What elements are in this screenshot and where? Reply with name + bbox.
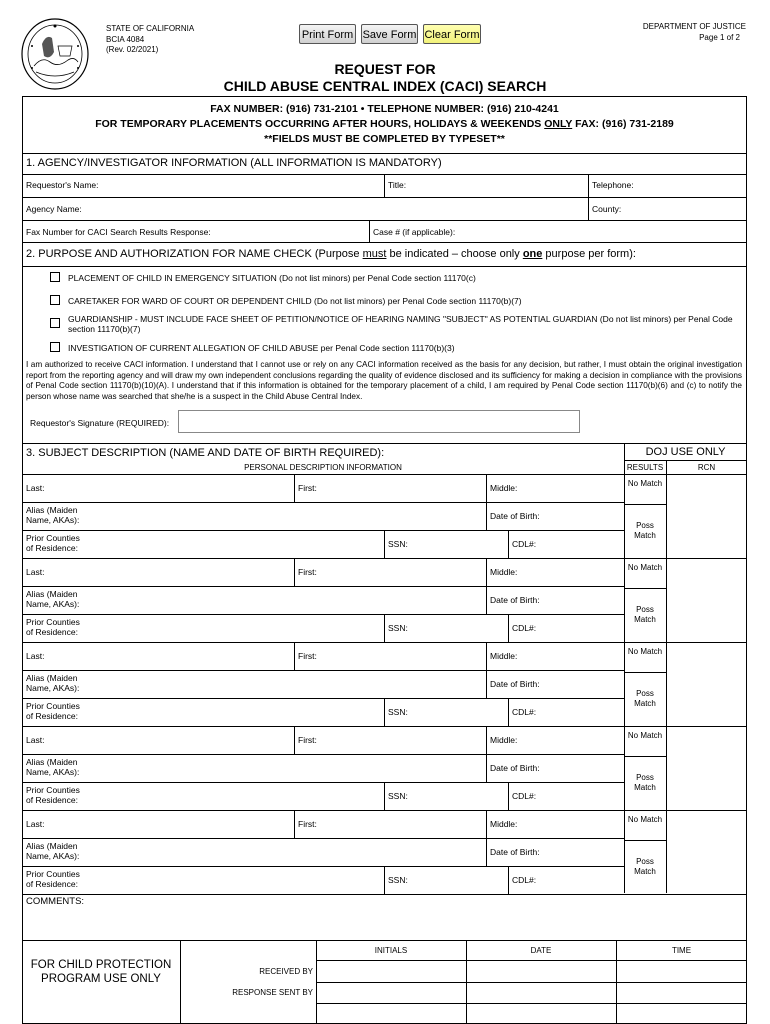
section2-title: 2. PURPOSE AND AUTHORIZATION FOR NAME CHECK (Purpose must be indicated – choose only one purpose per form): (26, 248, 636, 260)
ssn-label: SSN: (388, 791, 408, 801)
case-number-label: Case # (if applicable): (373, 227, 456, 237)
subject-5-rcn-field[interactable] (668, 812, 745, 892)
requestor-signature-field[interactable] (178, 410, 580, 433)
last-name-label: Last: (26, 651, 45, 661)
poss-match-label: Poss Match (634, 773, 656, 792)
middle-name-label: Middle: (490, 651, 518, 661)
subject-5-alias-field[interactable] (90, 840, 484, 864)
section1-title: 1. AGENCY/INVESTIGATOR INFORMATION (ALL INFORMATION IS MANDATORY) (26, 157, 442, 169)
no-match-label: No Match (627, 479, 663, 488)
subject-1-middle-name-field[interactable] (522, 476, 622, 500)
personal-description-header: PERSONAL DESCRIPTION INFORMATION (244, 463, 402, 472)
middle-name-label: Middle: (490, 819, 518, 829)
initials-header: INITIALS (374, 946, 408, 955)
alias-label: Alias (Maiden Name, AKAs): (26, 757, 80, 777)
poss-match-label: Poss Match (634, 605, 656, 624)
subject-2-first-name-field[interactable] (322, 560, 484, 584)
response-sent-by-label: RESPONSE SENT BY (232, 988, 313, 997)
alias-label: Alias (Maiden Name, AKAs): (26, 673, 80, 693)
page-number: Page 1 of 2 (699, 33, 740, 42)
received-by-label: RECEIVED BY (259, 967, 313, 976)
subject-2-cdl-field[interactable] (542, 616, 622, 640)
typeset-notice: **FIELDS MUST BE COMPLETED BY TYPESET** (264, 133, 505, 145)
results-header: RESULTS (626, 463, 664, 472)
cdl-label: CDL#: (512, 707, 537, 717)
subject-1-first-name-field[interactable] (322, 476, 484, 500)
cdl-label: CDL#: (512, 875, 537, 885)
after-hours-fax-line: FOR TEMPORARY PLACEMENTS OCCURRING AFTER HOURS, HOLIDAYS & WEEKENDS ONLY FAX: (916) 731-2189 (95, 118, 674, 130)
subject-3-ssn-field[interactable] (410, 700, 506, 724)
purpose-emergency-placement-checkbox[interactable] (50, 272, 60, 282)
subject-5-last-name-field[interactable] (52, 812, 292, 836)
purpose-guardianship-checkbox[interactable] (50, 318, 60, 328)
subject-4-rcn-field[interactable] (668, 728, 745, 808)
subject-2-dob-field[interactable] (546, 588, 622, 612)
ssn-label: SSN: (388, 875, 408, 885)
cdl-label: CDL#: (512, 623, 537, 633)
subject-5-middle-name-field[interactable] (522, 812, 622, 836)
subject-3-middle-name-field[interactable] (522, 644, 622, 668)
subject-4-ssn-field[interactable] (410, 784, 506, 808)
agency-name-label: Agency Name: (26, 204, 82, 214)
first-name-label: First: (298, 735, 317, 745)
title-field[interactable] (410, 176, 586, 195)
poss-match-label: Poss Match (634, 857, 656, 876)
last-name-label: Last: (26, 483, 45, 493)
subject-1-dob-field[interactable] (546, 504, 622, 528)
doj-use-only-label: DOJ USE ONLY (645, 446, 726, 458)
purpose-option-label: INVESTIGATION OF CURRENT ALLEGATION OF CHILD ABUSE per Penal Code section 11170(b)(3) (68, 343, 455, 353)
prior-counties-label: Prior Counties of Residence: (26, 869, 80, 889)
first-name-label: First: (298, 483, 317, 493)
first-name-label: First: (298, 651, 317, 661)
subject-1-rcn-field[interactable] (668, 476, 745, 556)
poss-match-label: Poss Match (634, 521, 656, 540)
cpp-use-only-label: FOR CHILD PROTECTION PROGRAM USE ONLY (30, 959, 172, 985)
last-name-label: Last: (26, 735, 45, 745)
last-name-label: Last: (26, 567, 45, 577)
subject-1-prior-counties-field[interactable] (90, 532, 382, 556)
subject-1-cdl-field[interactable] (542, 532, 622, 556)
date-of-birth-label: Date of Birth: (490, 763, 540, 773)
authorization-statement: I am authorized to receive CACI information. I understand that I cannot use or rely on any CACI information received as the basis for any decision, but rather, I must obtain the original investigation report from the reporting agency and will draw my own independent conclusions regarding the quality of evidence disclosed and its sufficiency for making a decision in compliance with the provisions of Penal Code section 11170(b)(10)(A). I understand that if this information is obtained for the temporary placement of a child, I am required by Penal Code section 11170(b)(6) and (c) to notify the person whose name was searched that she/he is a suspect in the Child Abuse Central Index. (26, 360, 742, 401)
no-match-label: No Match (627, 815, 663, 824)
subject-3-rcn-field[interactable] (668, 644, 745, 724)
alias-label: Alias (Maiden Name, AKAs): (26, 841, 80, 861)
department-label: DEPARTMENT OF JUSTICE (642, 22, 746, 31)
prior-counties-label: Prior Counties of Residence: (26, 617, 80, 637)
last-name-label: Last: (26, 819, 45, 829)
middle-name-label: Middle: (490, 735, 518, 745)
subject-1-ssn-field[interactable] (410, 532, 506, 556)
subject-4-first-name-field[interactable] (322, 728, 484, 752)
title-label: Title: (388, 180, 407, 190)
prior-counties-label: Prior Counties of Residence: (26, 785, 80, 805)
first-name-label: First: (298, 819, 317, 829)
subject-1-last-name-field[interactable] (52, 476, 292, 500)
subject-1-alias-field[interactable] (90, 504, 484, 528)
subject-4-last-name-field[interactable] (52, 728, 292, 752)
subject-3-prior-counties-field[interactable] (90, 700, 382, 724)
subject-4-prior-counties-field[interactable] (90, 784, 382, 808)
print-form-button[interactable]: Print Form (299, 24, 356, 44)
no-match-label: No Match (627, 731, 663, 740)
poss-match-label: Poss Match (634, 689, 656, 708)
subject-2-last-name-field[interactable] (52, 560, 292, 584)
form-title-line1: REQUEST FOR (334, 61, 436, 77)
requestor-name-field[interactable] (104, 176, 382, 195)
county-label: County: (592, 204, 622, 214)
fax-number-label: Fax Number for CACI Search Results Response: (26, 227, 211, 237)
subject-4-dob-field[interactable] (546, 756, 622, 780)
cdl-label: CDL#: (512, 791, 537, 801)
middle-name-label: Middle: (490, 567, 518, 577)
state-label: STATE OF CALIFORNIA (106, 24, 195, 33)
cdl-label: CDL#: (512, 539, 537, 549)
subject-2-middle-name-field[interactable] (522, 560, 622, 584)
fax-telephone-line: FAX NUMBER: (916) 731-2101 • TELEPHONE NUMBER: (916) 210-4241 (210, 103, 559, 115)
clear-form-button[interactable]: Clear Form (423, 24, 481, 44)
date-of-birth-label: Date of Birth: (490, 679, 540, 689)
fax-number-field[interactable] (222, 222, 367, 240)
no-match-label: No Match (627, 563, 663, 572)
date-of-birth-label: Date of Birth: (490, 511, 540, 521)
telephone-label: Telephone: (592, 180, 634, 190)
subject-2-ssn-field[interactable] (410, 616, 506, 640)
alias-label: Alias (Maiden Name, AKAs): (26, 505, 80, 525)
no-match-label: No Match (627, 647, 663, 656)
rcn-header: RCN (697, 463, 716, 472)
subject-5-prior-counties-field[interactable] (90, 868, 382, 892)
purpose-option-label: CARETAKER FOR WARD OF COURT OR DEPENDENT CHILD (Do not list minors) per Penal Code section 11170(b)(7) (68, 296, 522, 306)
purpose-option-label: PLACEMENT OF CHILD IN EMERGENCY SITUATION (Do not list minors) per Penal Code section 11170(c) (68, 273, 476, 283)
subject-2-alias-field[interactable] (90, 588, 484, 612)
subject-3-last-name-field[interactable] (52, 644, 292, 668)
agency-name-field[interactable] (88, 199, 586, 218)
case-number-field[interactable] (462, 222, 744, 240)
subject-4-alias-field[interactable] (90, 756, 484, 780)
purpose-caretaker-checkbox[interactable] (50, 295, 60, 305)
date-of-birth-label: Date of Birth: (490, 595, 540, 605)
middle-name-label: Middle: (490, 483, 518, 493)
subject-4-cdl-field[interactable] (542, 784, 622, 808)
form-revision: (Rev. 02/2021) (106, 45, 159, 54)
purpose-investigation-checkbox[interactable] (50, 342, 60, 352)
section3-title: 3. SUBJECT DESCRIPTION (NAME AND DATE OF BIRTH REQUIRED): (26, 447, 385, 459)
subject-5-ssn-field[interactable] (410, 868, 506, 892)
subject-5-cdl-field[interactable] (542, 868, 622, 892)
ssn-label: SSN: (388, 707, 408, 717)
subject-5-first-name-field[interactable] (322, 812, 484, 836)
prior-counties-label: Prior Counties of Residence: (26, 533, 80, 553)
county-field[interactable] (626, 199, 744, 218)
requestor-name-label: Requestor's Name: (26, 180, 99, 190)
ssn-label: SSN: (388, 623, 408, 633)
subject-3-dob-field[interactable] (546, 672, 622, 696)
subject-5-dob-field[interactable] (546, 840, 622, 864)
date-of-birth-label: Date of Birth: (490, 847, 540, 857)
subject-4-middle-name-field[interactable] (522, 728, 622, 752)
signature-label: Requestor's Signature (REQUIRED): (30, 418, 170, 428)
subject-3-cdl-field[interactable] (542, 700, 622, 724)
subject-3-first-name-field[interactable] (322, 644, 484, 668)
form-id: BCIA 4084 (106, 35, 145, 44)
comments-label: COMMENTS: (26, 896, 85, 907)
alias-label: Alias (Maiden Name, AKAs): (26, 589, 80, 609)
prior-counties-label: Prior Counties of Residence: (26, 701, 80, 721)
subject-3-alias-field[interactable] (90, 672, 484, 696)
purpose-option-label: GUARDIANSHIP - MUST INCLUDE FACE SHEET OF PETITION/NOTICE OF HEARING NAMING "SUBJECT" AS POTENTIAL GUARDIAN (Do not list minors) per Penal Code section 11170(b)(7) (68, 314, 733, 334)
time-header: TIME (671, 946, 692, 955)
telephone-field[interactable] (640, 176, 744, 195)
subject-2-rcn-field[interactable] (668, 560, 745, 640)
subject-2-prior-counties-field[interactable] (90, 616, 382, 640)
comments-field[interactable] (90, 895, 742, 937)
form-title-line2: CHILD ABUSE CENTRAL INDEX (CACI) SEARCH (223, 78, 547, 94)
first-name-label: First: (298, 567, 317, 577)
ssn-label: SSN: (388, 539, 408, 549)
save-form-button[interactable]: Save Form (361, 24, 418, 44)
date-header: DATE (530, 946, 552, 955)
